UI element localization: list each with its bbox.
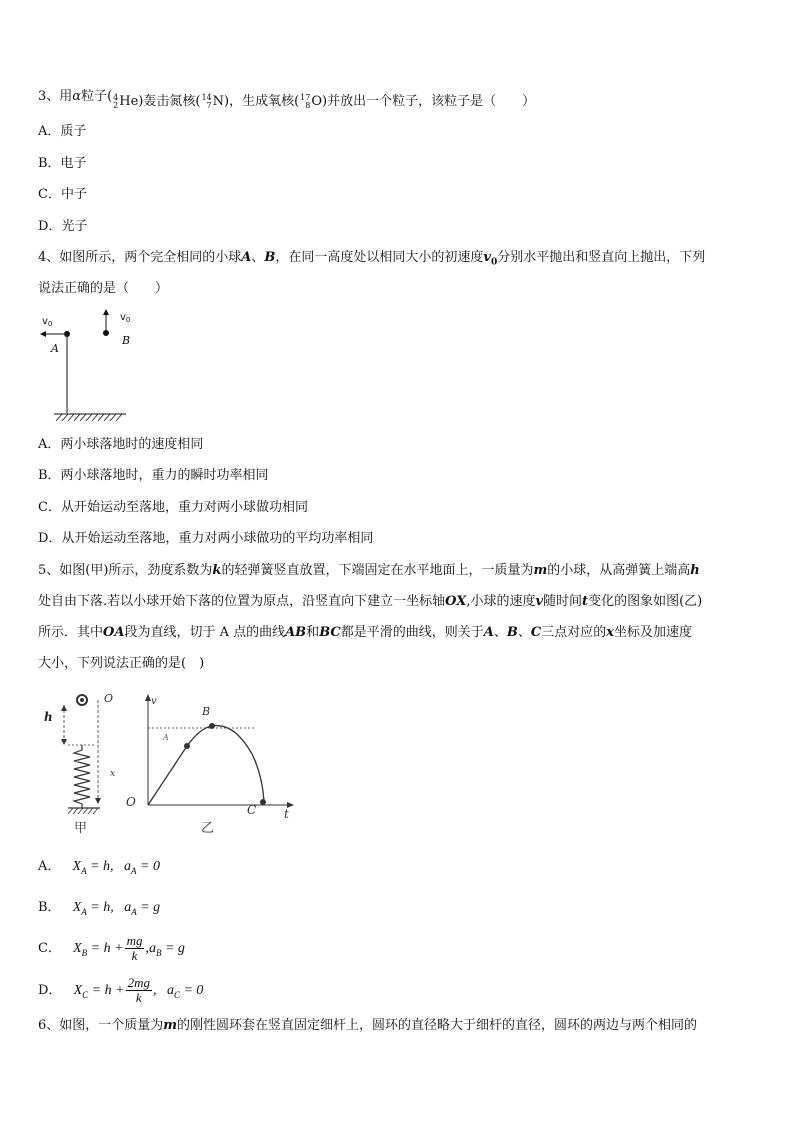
svg-text:A: A: [163, 733, 169, 742]
q3-option-b[interactable]: B．电子: [38, 156, 87, 171]
q4-option-d[interactable]: D．从开始运动至落地，重力对两小球做功的平均功率相同: [38, 531, 374, 546]
svg-text:t: t: [284, 807, 289, 821]
q4-option-b[interactable]: B．两小球落地时，重力的瞬时功率相同: [38, 468, 269, 483]
svg-text:B: B: [122, 334, 131, 347]
svg-text:甲: 甲: [74, 821, 88, 836]
q4-figure: [38, 308, 138, 428]
svg-text:乙: 乙: [201, 821, 215, 836]
svg-text:v0: $v_0$: [42, 316, 53, 328]
svg-text:O: O: [104, 692, 114, 705]
q6-stem-line1: 6、如图，一个质量为m的刚性圆环套在竖直固定细杆上，圆环的直径略大于细杆的直径，圆环的两边与两个相同的: [38, 1018, 698, 1033]
q5-figure: [38, 688, 308, 838]
q4-option-a[interactable]: A．两小球落地时的速度相同: [38, 437, 204, 452]
q5-stem-line2: 处自由下落.若以小球开始下落的位置为原点，沿竖直向下建立一坐标轴OX,小球的速度v随时间t变化的图象如图(乙): [38, 594, 703, 609]
svg-text:h: h: [44, 710, 53, 724]
svg-text:O: O: [126, 795, 136, 809]
svg-text:A: A: [51, 342, 59, 355]
q3-option-a[interactable]: A．质子: [38, 124, 87, 139]
q5-option-c[interactable]: C． $X_B = h$ + $\frac{mg}{k}$ $,a_B = g$: [38, 933, 185, 964]
q3-stem: 3、用α粒子( 4 2 He)轰击氮核( 14 7 N)，生成氧核( 17 8 O)并放出一个粒子，该粒子是（ ）: [38, 89, 536, 110]
svg-text:C: C: [247, 803, 257, 817]
q4-stem-line1: 4、如图所示，两个完全相同的小球A、B，在同一高度处以相同大小的初速度$v_0$分别水平抛出和竖直向上抛出，下列: [38, 250, 706, 268]
q5-stem-line1: 5、如图(甲)所示，劲度系数为k的轻弹簧竖直放置，下端固定在水平地面上，一质量为m的小球，从高弹簧上端高h: [38, 563, 700, 578]
q5-option-b[interactable]: B． $X_A = h$, $a_A = g$: [38, 900, 161, 917]
ball-b: [103, 330, 109, 336]
oxygen-nucleus: 17 8 O)并放出一个粒子，该粒子是（ ）: [300, 93, 536, 110]
q3-option-d[interactable]: D．光子: [38, 219, 88, 234]
svg-text:x: x: [110, 769, 116, 779]
q5-option-d[interactable]: D． $X_C = h$ + $\frac{2mg}{k}$ , $a_C = 0$: [38, 975, 204, 1006]
q5-stem-line3: 所示．其中OA段为直线，切于 A 点的曲线AB和BC都是平滑的曲线，则关于A、B、C三点对应的x坐标及加速度: [38, 625, 693, 640]
svg-text:v: v: [151, 696, 157, 707]
q3-option-c[interactable]: C．中子: [38, 187, 87, 202]
helium-nucleus: 4 2 He)轰击氮核(: [113, 93, 201, 110]
q4-option-c[interactable]: C．从开始运动至落地，重力对两小球做功相同: [38, 500, 308, 515]
svg-text:B: B: [202, 705, 211, 718]
q5-option-a[interactable]: A． $X_A = h$, $a_A = 0$: [38, 859, 160, 876]
svg-text:v0: $v_0$: [120, 312, 131, 324]
spring: [74, 745, 90, 808]
q4-stem-line2: 说法正确的是（ ）: [38, 281, 169, 296]
nitrogen-nucleus: 14 7 N)，生成氧核(: [201, 93, 300, 110]
q5-stem-line4: 大小，下列说法正确的是( ): [38, 656, 205, 671]
